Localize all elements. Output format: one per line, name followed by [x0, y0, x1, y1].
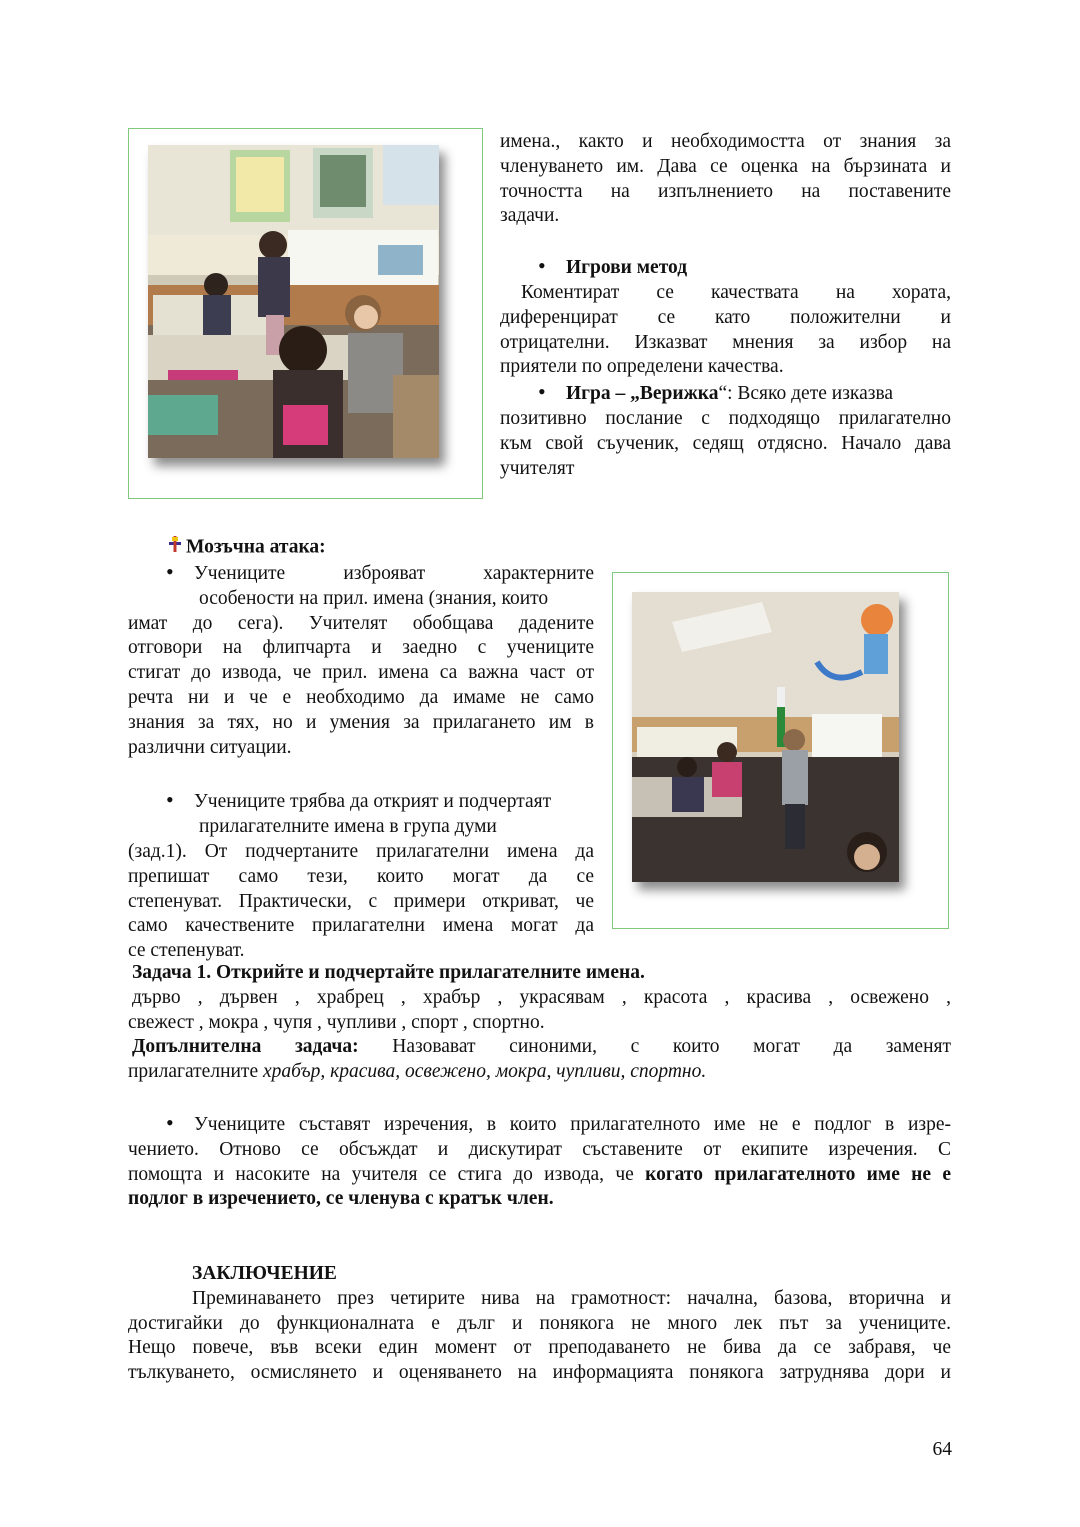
pushpin-icon: [166, 535, 186, 561]
bullet-icon: [166, 788, 194, 815]
text-line: степенуват. Практически, с примери откриват, че: [128, 890, 594, 912]
task1-block: [128, 961, 951, 1085]
text-line: точността на изпълнението на поставените: [500, 180, 951, 202]
bullet-item: •Учениците трябва да открият и подчертаят: [128, 788, 594, 815]
text-line: задачи.: [500, 205, 560, 227]
text-line: препишат само тези, които могат да се: [128, 865, 594, 887]
text-line: знания за тях, но и умения за прилагането им в: [128, 711, 594, 733]
text-line: чението. Отново се обсъждат и дискутират съставените от екипите изречения. С: [128, 1138, 951, 1160]
conclusion-heading: ЗАКЛЮЧЕНИЕ: [192, 1263, 337, 1284]
text-line: учителят: [500, 457, 575, 479]
text-line: речта ни и че е необходимо да имаме не само: [128, 686, 594, 708]
bullet-item: •Учениците съставят изречения, в които прилагателното име не е подлог в изре-: [128, 1111, 951, 1138]
text-line: Преминаването през четирите нива на грамотност: начална, базова, вторична и: [192, 1287, 951, 1309]
task1-word-list: свежест , мокра , чупя , чупливи , спорт , спортно.: [128, 1011, 545, 1033]
text-line: стигат до извода, че прил. имена са важна част от: [128, 662, 594, 684]
task1-word-list: дърво , дървен , храбрец , храбър , украсявам , красота , красива , освежено ,: [132, 986, 951, 1008]
text-line: към свой съученик, седящ отдясно. Начало дава: [500, 432, 951, 454]
text-line: отговори на флипчарта и заедно с учениците: [128, 637, 594, 659]
bullet-text: “: Всяко дете изказва: [718, 383, 894, 405]
bullet-title: Игрови метод: [566, 257, 688, 279]
sentences-block: [128, 1111, 951, 1212]
text-line: различни ситуации.: [128, 736, 292, 758]
bullet-icon: [166, 1111, 194, 1138]
extra-task-line: Допълнителна задача: Назовават синоними, с които могат да заменят: [132, 1036, 951, 1058]
bullet-item-game-method: [500, 254, 951, 281]
extra-task-line: прилагателните храбър, красива, освежено, мокра, чупливи, спортно.: [128, 1061, 707, 1083]
top-right-text-block: [500, 130, 951, 481]
bullet-icon: [166, 560, 194, 587]
text-line: членуването им. Дава се оценка на бързината и: [500, 155, 951, 177]
text-line: диференцират се като положителни и: [500, 306, 951, 328]
text-line: приятели по определени качества.: [500, 356, 784, 378]
bullet-title: Игра – „Верижка: [566, 383, 719, 405]
bullet-item-chain-game: [500, 380, 951, 407]
text-line: се степенуват.: [128, 940, 245, 962]
text-line: подлог в изречението, се членува с кратък член.: [128, 1188, 554, 1210]
text-line: имат до сега). Учителят обобщава дадените: [128, 612, 594, 634]
text-line: прилагателните имена в група думи: [199, 816, 497, 838]
classroom-photo-2: [632, 592, 899, 882]
brainstorm-text-block: [128, 560, 594, 964]
text-line: помощта и насоките на учителя се стига до извода, че когато прилагателното име не е: [128, 1163, 951, 1185]
text-line: отрицателни. Изказват мнения за избор на: [500, 331, 951, 353]
conclusion-block: [128, 1262, 951, 1386]
text-line: Коментират се качествата на хората,: [521, 281, 951, 303]
bullet-icon: [538, 380, 566, 407]
page-number: 64: [932, 1439, 952, 1460]
brainstorm-title: Мозъчна атака:: [186, 536, 326, 558]
bullet-icon: [538, 254, 566, 281]
text-line: имена., както и необходимостта от знания за: [500, 131, 951, 152]
text-line: само качествените прилагателни имена могат да: [128, 915, 594, 937]
text-line: Нещо повече, във всеки един момент от преподаването не бива да се забравя, че: [128, 1337, 951, 1359]
text-line: достигайки до функционалната е дълг и понякога не много лек път за учениците.: [128, 1312, 951, 1334]
classroom-photo-1: [148, 145, 439, 458]
text-line: тълкуването, осмислянето и оценяването на информацията понякога затруднява дори и: [128, 1362, 951, 1384]
bullet-item: •Учениците изброяват характерните: [128, 560, 594, 587]
task1-heading: Задача 1. Открийте и подчертайте прилагателните имена.: [132, 962, 645, 983]
text-line: позитивно послание с подходящо прилагателно: [500, 407, 951, 429]
brainstorm-heading: [166, 535, 326, 561]
text-line: особености на прил. имена (знания, които: [199, 587, 549, 609]
text-line: (зад.1). От подчертаните прилагателни имена да: [128, 840, 594, 862]
